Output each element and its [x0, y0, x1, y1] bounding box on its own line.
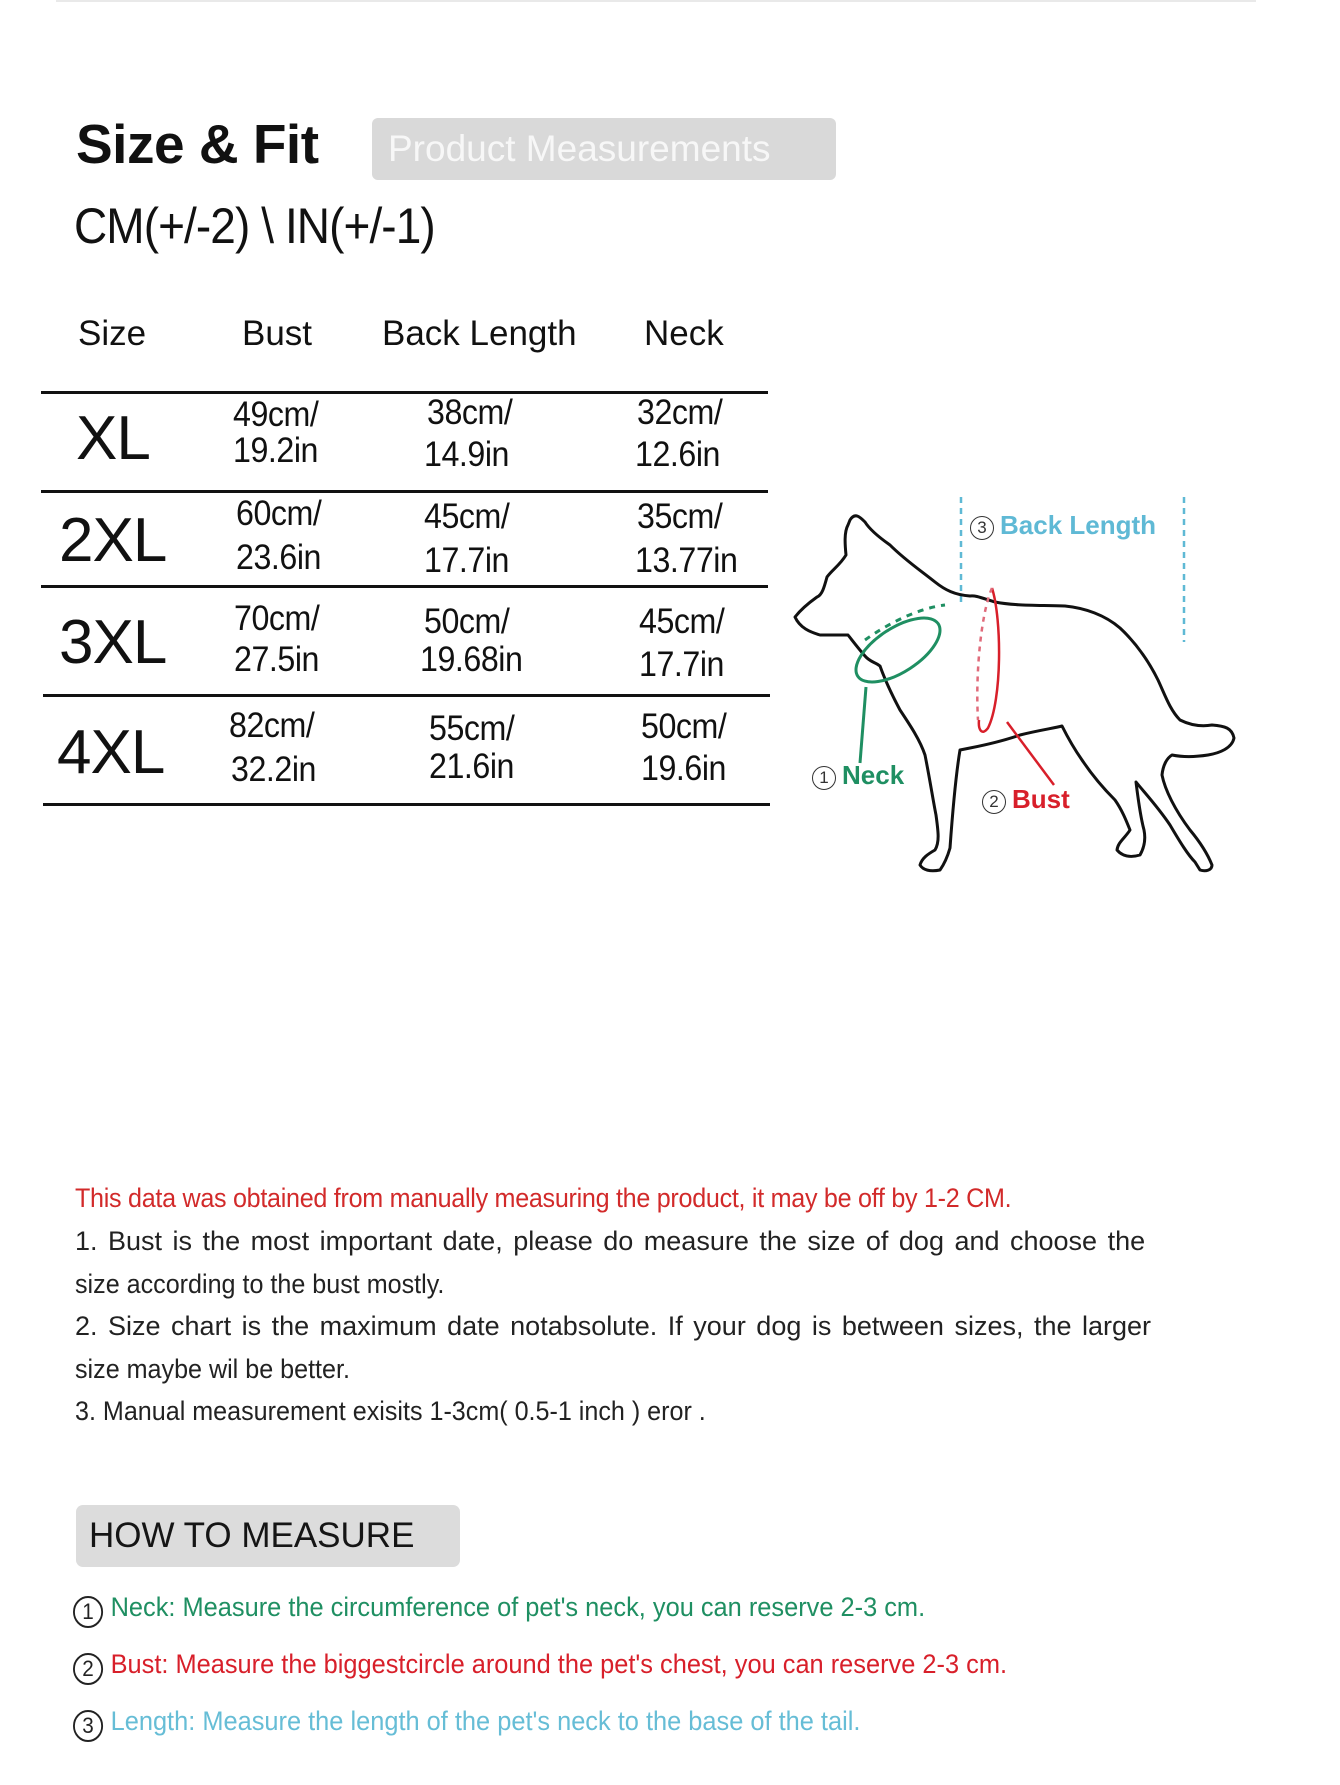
page-title: Size & Fit	[76, 113, 319, 175]
size-label: XL	[76, 404, 150, 473]
column-header-size: Size	[78, 314, 147, 353]
table-rule	[41, 490, 768, 493]
bust-cm: 49cm/	[233, 395, 319, 434]
number-badge: 1	[812, 766, 836, 790]
number-badge: 2	[73, 1653, 103, 1685]
column-header-bust: Bust	[242, 314, 313, 353]
size-label: 4XL	[57, 718, 165, 787]
bust-cm: 60cm/	[236, 494, 322, 533]
neck-label-text: Neck	[842, 760, 905, 790]
bust-in: 32.2in	[231, 750, 316, 789]
back-length-in: 21.6in	[429, 747, 514, 786]
sizing-notes	[75, 1220, 1195, 1433]
neck-in: 13.77in	[635, 541, 738, 580]
back-length-label-text: Back Length	[1000, 510, 1157, 540]
measure-step-bust	[73, 1646, 1007, 1685]
bust-in: 27.5in	[234, 640, 319, 679]
neck-cm: 32cm/	[637, 393, 723, 432]
table-rule	[41, 585, 768, 588]
neck-in: 12.6in	[635, 435, 720, 474]
number-badge: 3	[73, 1710, 103, 1742]
measure-step-length	[73, 1703, 860, 1742]
number-badge: 1	[73, 1596, 103, 1628]
product-measurements-badge: Product Measurements	[372, 118, 836, 180]
neck-collar-marker	[846, 605, 950, 763]
neck-in: 19.6in	[641, 749, 726, 788]
neck-in: 17.7in	[639, 645, 724, 684]
back-length-cm: 45cm/	[424, 497, 510, 536]
back-length-cm: 55cm/	[429, 709, 515, 748]
note-2-line-1: 2. Size chart is the maximum date notabsolute. If your dog is between sizes, the larger	[75, 1311, 1152, 1341]
note-3: 3. Manual measurement exisits 1-3cm( 0.5-1 inch ) eror .	[75, 1396, 706, 1426]
neck-cm: 35cm/	[637, 497, 723, 536]
bust-in: 19.2in	[233, 431, 318, 470]
diagram-label-bust	[982, 784, 1070, 814]
note-1-line-2: size according to the bust mostly.	[75, 1268, 445, 1299]
step-text: Length: Measure the length of the pet's neck to the base of the tail.	[110, 1706, 861, 1736]
note-1-line-1: 1. Bust is the most important date, please do measure the size of dog and choose the	[75, 1226, 1146, 1256]
step-text: Bust: Measure the biggestcircle around the pet's chest, you can reserve 2-3 cm.	[110, 1649, 1008, 1679]
size-label: 2XL	[59, 506, 167, 575]
measurement-disclaimer: This data was obtained from manually measuring the product, it may be off by 1-2 CM.	[75, 1183, 1012, 1213]
bust-cm: 82cm/	[229, 706, 315, 745]
number-badge: 2	[982, 790, 1006, 814]
back-length-cm: 50cm/	[424, 602, 510, 641]
column-header-neck: Neck	[644, 314, 724, 353]
note-2-line-2: size maybe wil be better.	[75, 1353, 350, 1384]
table-rule	[43, 694, 770, 697]
number-badge: 3	[970, 516, 994, 540]
how-to-measure-heading: HOW TO MEASURE	[76, 1505, 460, 1567]
bust-label-text: Bust	[1012, 784, 1070, 814]
step-text: Neck: Measure the circumference of pet's neck, you can reserve 2-3 cm.	[110, 1592, 926, 1622]
back-length-cm: 38cm/	[427, 393, 513, 432]
bust-ring-marker	[977, 588, 1054, 785]
dog-outline	[795, 516, 1234, 871]
diagram-label-neck	[812, 760, 904, 790]
back-length-in: 14.9in	[424, 435, 509, 474]
back-length-in: 17.7in	[424, 541, 509, 580]
table-rule	[43, 803, 770, 806]
measure-step-neck	[73, 1589, 925, 1628]
bust-cm: 70cm/	[234, 599, 320, 638]
back-length-in: 19.68in	[420, 640, 523, 679]
bust-in: 23.6in	[236, 538, 321, 577]
column-header-back-length: Back Length	[382, 314, 577, 353]
size-label: 3XL	[59, 608, 167, 677]
diagram-label-back-length	[970, 510, 1156, 540]
unit-tolerance: CM(+/-2) \ IN(+/-1)	[74, 198, 435, 254]
top-divider	[56, 0, 1256, 2]
neck-cm: 45cm/	[639, 602, 725, 641]
neck-cm: 50cm/	[641, 707, 727, 746]
